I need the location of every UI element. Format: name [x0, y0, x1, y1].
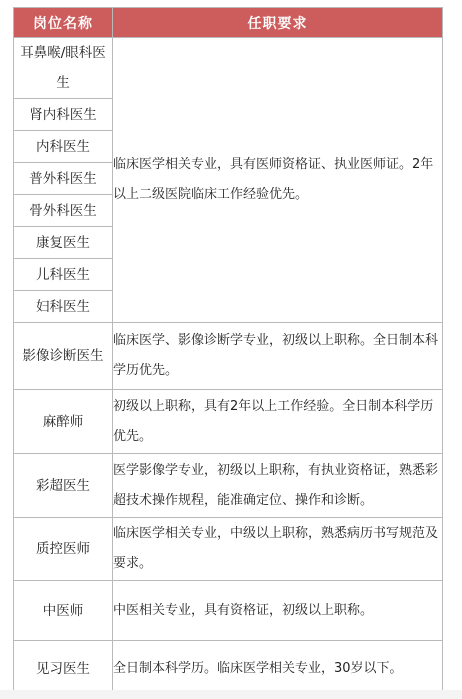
job-requirements-table [13, 7, 443, 697]
position-cell-intern: 见习医生 [14, 641, 113, 697]
table-header-row [14, 8, 443, 38]
requirement-cell-quality-control: 临床医学相关专业，中级以上职称，熟悉病历书写规范及要求。 [113, 518, 443, 581]
table-row [14, 454, 443, 518]
requirement-cell-imaging-diagnosis: 临床医学、影像诊断学专业，初级以上职称。全日制本科学历优先。 [113, 323, 443, 390]
position-cell-anesthesiologist: 麻醉师 [14, 390, 113, 454]
position-cell-imaging-diagnosis: 影像诊断医生 [14, 323, 113, 390]
position-cell-rehabilitation: 康复医生 [14, 227, 113, 259]
requirement-cell-tcm: 中医相关专业，具有资格证，初级以上职称。 [113, 581, 443, 641]
bottom-strip [0, 690, 462, 699]
table-row [14, 581, 443, 641]
requirement-cell-intern: 全日制本科学历。临床医学相关专业，30岁以下。 [113, 641, 443, 697]
position-cell-general-surgery: 普外科医生 [14, 163, 113, 195]
requirement-cell-clinical-group: 临床医学相关专业，具有医师资格证、执业医师证。2年以上二级医院临床工作经验优先。 [113, 38, 443, 323]
position-cell-ultrasound: 彩超医生 [14, 454, 113, 518]
table-row [14, 641, 443, 697]
table-row [14, 38, 443, 99]
table-row [14, 390, 443, 454]
position-cell-gynecology: 妇科医生 [14, 291, 113, 323]
position-cell-internal-medicine: 内科医生 [14, 131, 113, 163]
position-cell-pediatrics: 儿科医生 [14, 259, 113, 291]
position-cell-quality-control: 质控医师 [14, 518, 113, 581]
table-row [14, 518, 443, 581]
requirement-cell-anesthesiologist: 初级以上职称，具有2年以上工作经验。全日制本科学历优先。 [113, 390, 443, 454]
header-requirements: 任职要求 [113, 8, 443, 38]
requirement-cell-ultrasound: 医学影像学专业，初级以上职称，有执业资格证，熟悉彩超技术操作规程，能准确定位、操作和诊断。 [113, 454, 443, 518]
table-row [14, 323, 443, 390]
position-cell-tcm: 中医师 [14, 581, 113, 641]
position-cell-nephrology: 肾内科医生 [14, 99, 113, 131]
position-cell-ent-ophthalmology: 耳鼻喉/眼科医生 [14, 38, 113, 99]
header-position: 岗位名称 [14, 8, 113, 38]
position-cell-orthopedics: 骨外科医生 [14, 195, 113, 227]
